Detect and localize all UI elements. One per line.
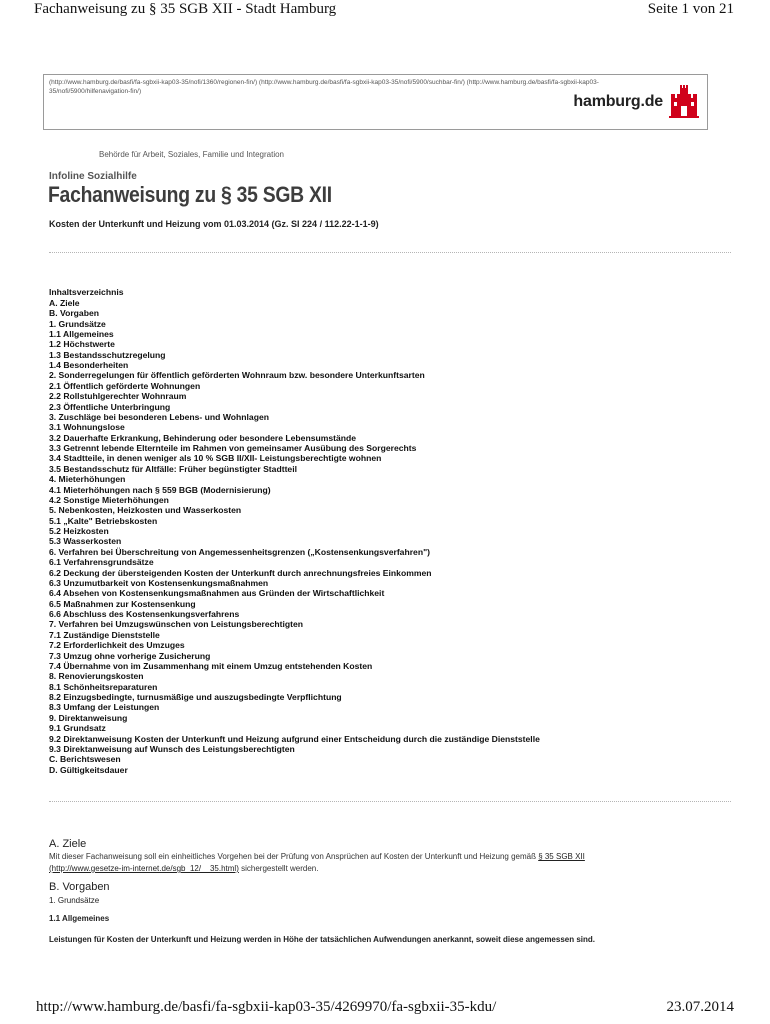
toc-item[interactable]: 4.1 Mieterhöhungen nach § 559 BGB (Modernisierung) [49, 484, 271, 495]
toc-heading: Inhaltsverzeichnis [49, 287, 124, 297]
navigation-link-line[interactable]: 35/nofi/5900/hilfenavigation-fin/) [49, 88, 142, 95]
toc-item[interactable]: D. Gültigkeitsdauer [49, 764, 128, 775]
toc-item[interactable]: 4. Mieterhöhungen [49, 474, 126, 485]
logo-text: hamburg.de [573, 93, 663, 110]
toc-item[interactable]: 9.2 Direktanweisung Kosten der Unterkunft und Heizung aufgrund einer Entscheidung durch die zuständige Dienststelle [49, 733, 540, 744]
infoline-label: Infoline Sozialhilfe [49, 171, 137, 182]
toc-item[interactable]: 3.5 Bestandsschutz für Altfälle: Früher begünstigter Stadtteil [49, 463, 297, 474]
toc-item[interactable]: 1.1 Allgemeines [49, 328, 114, 339]
toc-item[interactable]: 6.5 Maßnahmen zur Kostensenkung [49, 598, 196, 609]
toc-item[interactable]: 5.3 Wasserkosten [49, 536, 122, 547]
toc-item[interactable]: 6.4 Absehen von Kostensenkungsmaßnahmen aus Gründen der Wirtschaftlichkeit [49, 588, 385, 599]
toc-item[interactable]: 8.2 Einzugsbedingte, turnusmäßige und auszugsbedingte Verpflichtung [49, 692, 342, 703]
section-a-text-after: sichergestellt werden. [241, 864, 319, 873]
divider [49, 801, 731, 802]
toc-item[interactable]: 2.2 Rollstuhlgerechter Wohnraum [49, 391, 187, 402]
toc-item[interactable]: 7.4 Übernahme von im Zusammenhang mit einem Umzug entstehenden Kosten [49, 660, 373, 671]
section-b-paragraph: Leistungen für Kosten der Unterkunft und Heizung werden in Höhe der tatsächlichen Aufwendungen anerkannt, soweit diese angemessen sind. [49, 935, 596, 944]
toc-item[interactable]: 6.3 Unzumutbarkeit von Kostensenkungsmaßnahmen [49, 577, 269, 588]
toc-item[interactable]: 5.2 Heizkosten [49, 526, 109, 537]
link-box [43, 74, 708, 130]
toc-item[interactable]: 3.2 Dauerhafte Erkrankung, Behinderung oder besondere Lebensumstände [49, 432, 357, 443]
toc-item[interactable]: 3. Zuschläge bei besonderen Lebens- und Wohnlagen [49, 411, 269, 422]
toc-item[interactable]: 7.3 Umzug ohne vorherige Zusicherung [49, 650, 211, 661]
page-subtitle: Kosten der Unterkunft und Heizung vom 01.03.2014 (Gz. SI 224 / 112.22-1-1-9) [49, 219, 379, 229]
toc-item[interactable]: 5. Nebenkosten, Heizkosten und Wasserkosten [49, 505, 242, 516]
section-b-title: B. Vorgaben [49, 881, 110, 893]
navigation-link-line[interactable]: (http://www.hamburg.de/basfi/fa-sgbxii-kap03-35/nofi/1360/regionen-fin/) (http://www.hamburg.de/basfi/fa-sgbxii-kap03-35/nofi/5900/suchbar-fin/) (http://www.hamburg.de/basfi/fa-sgbxii-kap03- [49, 79, 599, 86]
toc-item[interactable]: 1.4 Besonderheiten [49, 360, 129, 371]
toc-list [49, 298, 739, 775]
toc-item[interactable]: 1. Grundsätze [49, 318, 106, 329]
hamburg-castle-icon [669, 84, 699, 120]
toc-item[interactable]: C. Berichtswesen [49, 754, 121, 765]
page-title: Fachanweisung zu § 35 SGB XII [48, 182, 332, 207]
law-link[interactable]: § 35 SGB XII [538, 852, 585, 861]
toc-item[interactable]: B. Vorgaben [49, 308, 99, 319]
table-of-contents [49, 287, 739, 775]
toc-item[interactable]: 8. Renovierungskosten [49, 671, 144, 682]
print-header [0, 0, 770, 20]
section-b-1-1-heading: 1.1 Allgemeines [49, 914, 110, 923]
toc-item[interactable]: 2.1 Öffentlich geförderte Wohnungen [49, 380, 201, 391]
toc-item[interactable]: 6.2 Deckung der übersteigenden Kosten der Unterkunft durch anrechnungsfreies Einkommen [49, 567, 432, 578]
toc-item[interactable]: 1.2 Höchstwerte [49, 339, 115, 350]
print-header-title: Fachanweisung zu § 35 SGB XII - Stadt Hamburg [34, 1, 337, 17]
toc-item[interactable]: 7.2 Erforderlichkeit des Umzuges [49, 640, 185, 651]
toc-item[interactable]: 7. Verfahren bei Umzugswünschen von Leistungsberechtigten [49, 619, 304, 630]
toc-item[interactable]: 2.3 Öffentliche Unterbringung [49, 401, 171, 412]
print-header-page-number: Seite 1 von 21 [647, 1, 734, 17]
toc-item[interactable]: 8.1 Schönheitsreparaturen [49, 681, 158, 692]
toc-item[interactable]: 6.1 Verfahrensgrundsätze [49, 557, 154, 568]
toc-item[interactable]: 5.1 „Kalte" Betriebskosten [49, 515, 158, 526]
toc-item[interactable]: 1.3 Bestandsschutzregelung [49, 349, 166, 360]
print-footer-url: http://www.hamburg.de/basfi/fa-sgbxii-kap03-35/4269970/fa-sgbxii-35-kdu/ [36, 999, 497, 1015]
section-b-subheading: 1. Grundsätze [49, 896, 100, 905]
toc-item[interactable]: 8.3 Umfang der Leistungen [49, 702, 160, 713]
agency-name: Behörde für Arbeit, Soziales, Familie und Integration [99, 150, 284, 159]
toc-item[interactable]: 9. Direktanweisung [49, 712, 128, 723]
print-footer [0, 999, 770, 1019]
toc-item[interactable]: 7.1 Zuständige Dienststelle [49, 629, 160, 640]
print-footer-date: 23.07.2014 [666, 999, 734, 1015]
toc-item[interactable]: 3.3 Getrennt lebende Elternteile im Rahmen von gemeinsamer Ausübung des Sorgerechts [49, 443, 417, 454]
law-link-url[interactable]: (http://www.gesetze-im-internet.de/sgb_12/__35.html) [49, 864, 239, 873]
section-a-text [49, 851, 739, 875]
section-a-title: A. Ziele [49, 838, 87, 850]
toc-item[interactable]: A. Ziele [49, 297, 80, 308]
section-a-text-before: Mit dieser Fachanweisung soll ein einheitliches Vorgehen bei der Prüfung von Ansprüchen auf Kosten der Unterkunft und Heizung gemäß [49, 852, 539, 861]
toc-item[interactable]: 4.2 Sonstige Mieterhöhungen [49, 494, 169, 505]
toc-item[interactable]: 2. Sonderregelungen für öffentlich geförderten Wohnraum bzw. besondere Unterkunftsarten [49, 370, 425, 381]
toc-item[interactable]: 3.4 Stadtteile, in denen weniger als 10 % SGB II/XII- Leistungsberechtigte wohnen [49, 453, 382, 464]
divider [49, 252, 731, 253]
toc-item[interactable]: 9.1 Grundsatz [49, 723, 106, 734]
hamburg-logo[interactable] [573, 82, 699, 122]
toc-item[interactable]: 6. Verfahren bei Überschreitung von Angemessenheitsgrenzen („Kostensenkungsverfahren") [49, 546, 431, 557]
toc-item[interactable]: 6.6 Abschluss des Kostensenkungsverfahrens [49, 609, 240, 620]
toc-item[interactable]: 3.1 Wohnungslose [49, 422, 125, 433]
toc-item[interactable]: 9.3 Direktanweisung auf Wunsch des Leistungsberechtigten [49, 743, 295, 754]
